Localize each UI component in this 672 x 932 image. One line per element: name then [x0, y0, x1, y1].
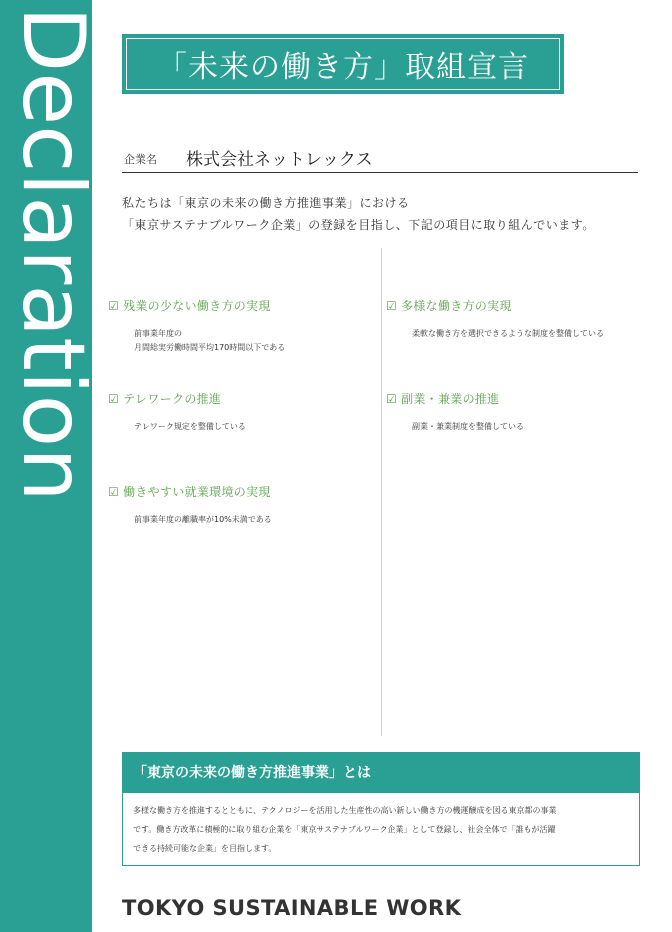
item-title [108, 390, 246, 407]
item-desc-line: 前事業年度の [134, 329, 182, 338]
item-desc-line: 柔軟な働き方を選択できるような制度を整備している [412, 329, 604, 338]
item-title [108, 483, 272, 500]
intro-text [122, 192, 642, 236]
about-line: できる持続可能な企業」を目指します。 [133, 844, 277, 853]
declaration-word: Declaration [3, 6, 103, 502]
intro-line-1: 私たちは「東京の未来の働き方推進事業」における [122, 196, 410, 210]
item-desc [134, 513, 272, 527]
company-name: 株式会社ネットレックス [186, 150, 373, 170]
item-environment [108, 483, 272, 527]
item-desc-line: 月間総実労働時間平均170時間以下である [134, 343, 286, 352]
item-overtime [108, 297, 285, 355]
item-title-text: 働きやすい就業環境の実現 [123, 485, 271, 499]
item-desc [412, 327, 604, 341]
item-title-text: 多様な働き方の実現 [401, 299, 512, 313]
checkbox-icon: ☑ [386, 299, 398, 313]
company-label: 企業名 [124, 153, 157, 166]
checkbox-icon: ☑ [108, 485, 120, 499]
item-title-text: 残業の少ない働き方の実現 [123, 299, 271, 313]
item-telework [108, 390, 246, 434]
item-desc-line: 副業・兼業制度を整備している [412, 422, 524, 431]
company-row [122, 146, 638, 173]
about-heading: 「東京の未来の働き方推進事業」とは [123, 753, 639, 793]
item-title [108, 297, 285, 314]
item-sidejob [386, 390, 524, 434]
about-box [122, 752, 640, 866]
item-title [386, 297, 604, 314]
item-title [386, 390, 524, 407]
item-title-text: 副業・兼業の推進 [401, 392, 500, 406]
checkbox-icon: ☑ [386, 392, 398, 406]
brand-logo: TOKYO SUSTAINABLE WORK [122, 896, 462, 920]
item-diverse [386, 297, 604, 341]
page-title: 「未来の働き方」取組宣言 [157, 50, 529, 85]
about-line: です。働き方改革に積極的に取り組む企業を「東京サステナブルワーク企業」として登録し、社会全体で「誰もが活躍 [133, 825, 556, 834]
about-line: 多様な働き方を推進するとともに、テクノロジーを活用した生産性の高い新しい働き方の機運醸成を図る東京都の事業 [133, 806, 557, 815]
intro-line-2: 「東京サステナブルワーク企業」の登録を目指し、下記の項目に取り組んでいます。 [122, 218, 595, 232]
item-desc-line: テレワーク規定を整備している [134, 422, 246, 431]
item-desc-line: 前事業年度の離職率が10%未満である [134, 515, 272, 524]
item-title-text: テレワークの推進 [123, 392, 222, 406]
side-banner [0, 0, 103, 932]
checkbox-icon: ☑ [108, 392, 120, 406]
item-desc [134, 327, 285, 355]
item-desc [412, 420, 524, 434]
checkbox-icon: ☑ [108, 299, 120, 313]
about-body [123, 793, 639, 858]
item-desc [134, 420, 246, 434]
column-divider [381, 248, 382, 736]
declaration-title [122, 34, 564, 94]
